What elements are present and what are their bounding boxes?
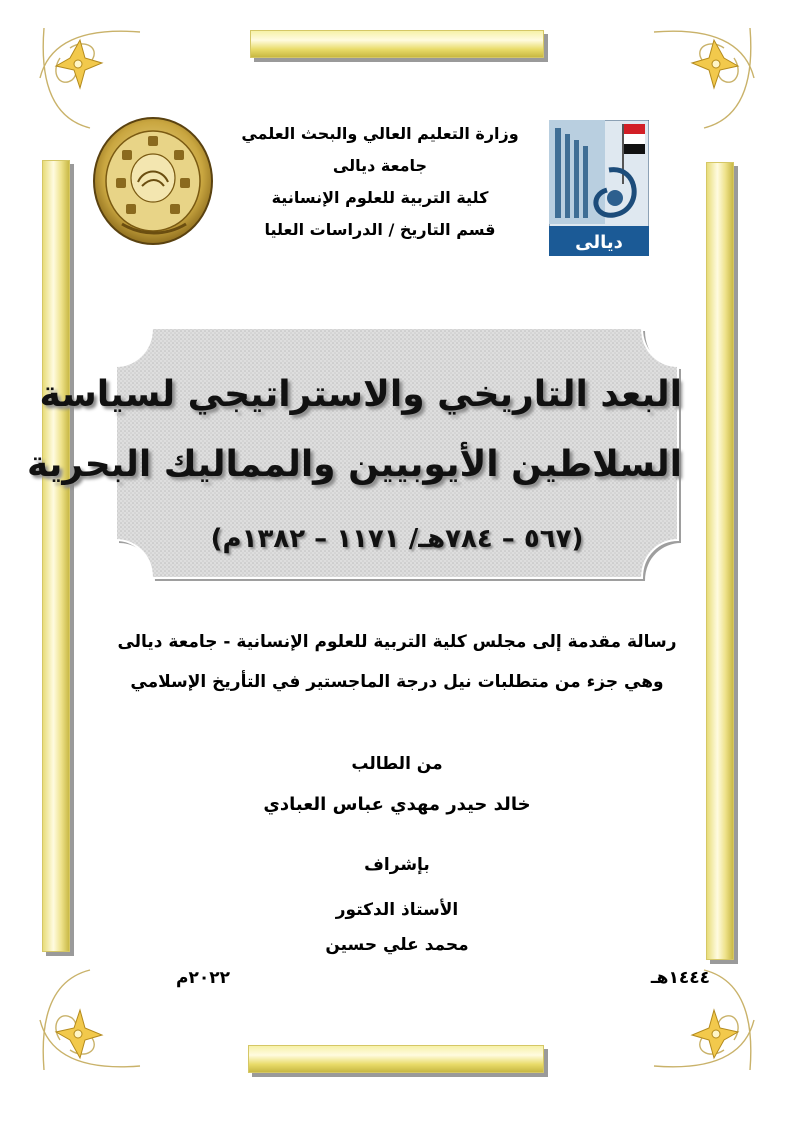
supervisor-name: محمد علي حسين (325, 935, 469, 955)
frame-top-bar (250, 30, 544, 58)
frame-left-bar (42, 160, 70, 952)
supervisor-label: بإشراف (364, 855, 430, 875)
university-logo-text: ديالى (575, 232, 623, 253)
college-seal-logo (92, 116, 214, 246)
university-logo (549, 120, 649, 256)
presentation-statement (60, 622, 734, 702)
university-name: جامعة ديالى (332, 156, 428, 175)
department-name: قسم التاريخ / الدراسات العليا (264, 220, 496, 239)
ministry-name: وزارة التعليم العالي والبحث العلمي (241, 124, 519, 143)
presentation-line-1: رسالة مقدمة إلى مجلس كلية التربية للعلوم الإنسانية - جامعة ديالى (117, 632, 677, 652)
ornament-top-right-icon (644, 18, 764, 138)
supervisor-title: الأستاذ الدكتور (335, 900, 459, 920)
presentation-line-2: وهي جزء من متطلبات نيل درجة الماجستير في التأريخ الإسلامي (130, 672, 664, 692)
frame-bottom-bar (248, 1045, 544, 1073)
college-name: كلية التربية للعلوم الإنسانية (271, 188, 489, 207)
student-label: من الطالب (351, 754, 443, 774)
gregorian-date: ٢٠٢٢م (176, 968, 230, 988)
frame-right-bar (706, 162, 734, 960)
thesis-title (27, 322, 682, 584)
student-name: خالد حيدر مهدي عباس العبادي (263, 794, 531, 815)
title-line-1: البعد التاريخي والاستراتيجي لسياسة (39, 374, 682, 415)
title-dates: (٥٦٧ – ٧٨٤هـ/ ١١٧١ – ١٣٨٢م) (210, 524, 584, 554)
header-block (220, 118, 540, 246)
title-line-2: السلاطين الأيوبيين والمماليك البحرية (27, 444, 682, 485)
hijri-date: ١٤٤٤هـ (650, 968, 710, 988)
